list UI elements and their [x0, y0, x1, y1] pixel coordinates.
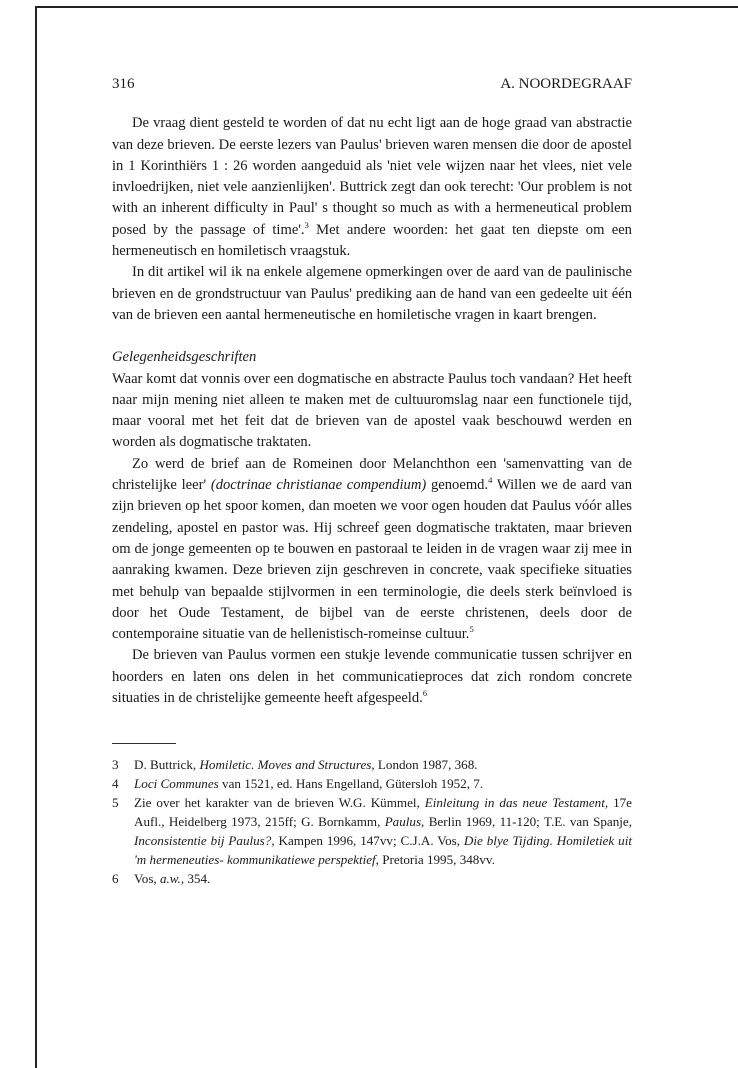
footnote-part: Berlin 1969, 11-120; T.E. van Spanje,: [424, 814, 632, 830]
footnote-part: Zie over het karakter van de brieven W.G. Kümmel,: [134, 795, 425, 811]
footnote-title: Loci Communes: [134, 776, 219, 792]
paragraph-text: De vraag dient gesteld te worden of dat nu echt ligt aan de hoge graad van abstractie van deze brieven. De eerste lezers van Paulus' brieven waren mensen die door de apostel in 1 Korinthiërs 1 : 26 worden aangeduid als 'niet vele wijzen naar het vlees, niet vele invloedrijken, niet vele aanzienlijken'. Buttrick zegt dan ook terecht: 'Our problem is not with an inherent difficulty in Paul' s thought so much as with a hermeneutical problem posed by the passage of time'.: [112, 115, 632, 238]
italic-term: (doctrinae christianae compendium): [210, 477, 427, 494]
footnote-title: Paulus,: [384, 814, 425, 830]
footnote-number: 5: [112, 795, 119, 811]
footnote-ref: 4: [488, 475, 493, 486]
footnote-part: van 1521, ed. Hans Engelland, Gütersloh 1952, 7.: [218, 776, 484, 792]
footnote: [112, 793, 632, 869]
paragraph-5: [112, 645, 632, 709]
footnote-number: 4: [112, 776, 119, 792]
scan-edge-left: [35, 6, 37, 1068]
paragraph-text: Zo werd de brief aan de Romeinen door Melanchthon een 'samenvatting van de christelijke leer': [112, 455, 632, 494]
footnote: [112, 869, 632, 888]
footnote: [112, 755, 632, 774]
paragraph-4: [112, 454, 632, 646]
footnote-part: 354.: [184, 871, 211, 887]
footnote-title: Die blye Tijding. Homiletiek uit 'm hermeneuties- kommunikatiewe perspektief,: [134, 833, 632, 868]
page-body: [112, 74, 632, 888]
footnote-ref: 6: [422, 688, 428, 699]
footnote-text: [134, 793, 632, 869]
paragraph-2: In dit artikel wil ik na enkele algemene opmerkingen over de aard van de paulinische brieven en de grondstructuur van Paulus' prediking aan de hand van een gedeelte uit één van de brieven een aantal hermeneutische en homiletische vragen in kaart brengen.: [112, 264, 632, 323]
footnote-part: 17e Aufl., Heidelberg 1973, 215ff; G. Bornkamm,: [134, 795, 632, 830]
paragraph-text: Met andere woorden: het gaat ten diepste om een hermeneutisch en homiletisch vraagstuk.: [112, 221, 632, 260]
scan-edge-top: [35, 6, 738, 8]
paragraph-text: Willen we de aard van zijn brieven op het spoor komen, dan moeten we voor ogen houden dat Paulus vóór alles zendeling, apostel en pastor was. Hij schreef geen dogmatische traktaten, maar brieven om de jonge gemeenten op te bouwen en pastoraal te leiden in de vragen waar zij mee in aanraking kwamen. Deze brieven zijn geschreven in concrete, vaak specifieke situaties met behulp van bepaalde stijlvormen in een terminologie, die deels sterk beïnvloed is door het Oude Testament, de bijbel van de eerste christenen, deels door de contemporaine situatie van de hellenistisch-romeinse cultuur.: [112, 477, 632, 643]
footnote-ref: 3: [304, 219, 309, 230]
footnote-part: Kampen 1996, 147vv; C.J.A. Vos,: [274, 833, 464, 849]
paragraph-text: De brieven van Paulus vormen een stukje levende communicatie tussen schrijver en hoorders en laten ons delen in het communicatieproces dat zich rondom concrete situaties in de christelijke gemeente heeft afgespeeld.: [112, 647, 632, 707]
footnotes: [112, 755, 632, 888]
footnote-divider: [112, 743, 176, 744]
footnote-number: 3: [112, 757, 119, 773]
running-header: [112, 74, 632, 95]
footnote-text: [134, 774, 632, 793]
footnote-part: London 1987, 368.: [374, 757, 478, 773]
footnote: [112, 774, 632, 793]
footnote-title: Inconsistentie bij Paulus?,: [134, 833, 275, 849]
paragraph-1: [112, 113, 632, 262]
footnote-title: Einleitung in das neue Testament,: [424, 795, 609, 811]
footnote-text: [134, 869, 632, 888]
footnote-title: Homiletic. Moves and Structures,: [199, 757, 375, 773]
footnote-number: 6: [112, 871, 119, 887]
footnote-ref: 5: [469, 624, 474, 635]
running-head: A. NOORDEGRAAF: [500, 76, 632, 92]
paragraph-3: Waar komt dat vonnis over een dogmatische en abstracte Paulus toch vandaan? Het heeft naar mijn mening niet alleen te maken met de cultuuromslag naar een functionele tijd, maar vooral met het feit dat de brieven van de apostel vaak beschouwd werden en worden als dogmatische traktaten.: [112, 370, 632, 451]
footnote-part: Pretoria 1995, 348vv.: [378, 852, 495, 868]
footnote-title: a.w.,: [159, 871, 185, 887]
section-heading: Gelegenheidsgeschriften: [112, 349, 257, 366]
paragraph-text: genoemd.: [426, 477, 489, 494]
footnote-text: [134, 755, 632, 774]
footnote-part: Vos,: [134, 871, 160, 887]
page-number: 316: [112, 76, 135, 92]
footnote-part: D. Buttrick,: [134, 757, 200, 773]
